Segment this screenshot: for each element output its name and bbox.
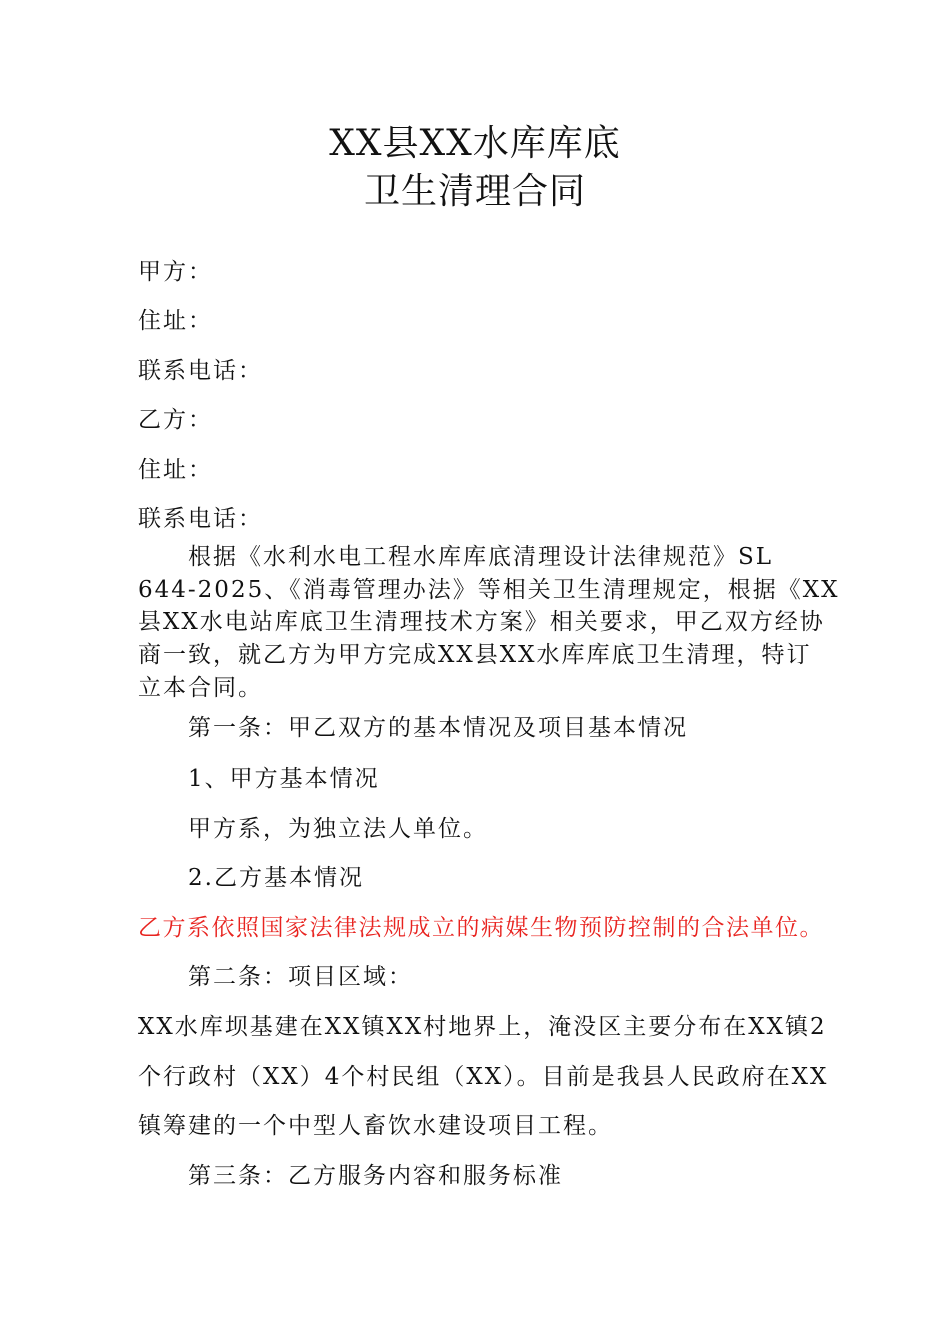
document-title-line-1: XX县XX水库库底 [329,123,621,164]
document-title-line-2: 卫生清理合同 [363,171,586,212]
intro-line-5: 立本合同。 [138,675,263,701]
article-1-sub-1-text: 甲方系，为独立法人单位。 [188,816,488,842]
article-3-heading: 第三条：乙方服务内容和服务标准 [188,1163,563,1189]
party-b-label: 乙方： [138,407,213,433]
party-a-label: 甲方： [138,259,213,285]
article-1-sub-1: 1、甲方基本情况 [188,766,380,792]
intro-line-4: 商一致，就乙方为甲方完成XX县XX水库库底卫生清理，特订 [138,642,812,668]
article-1-sub-2: 2.乙方基本情况 [188,865,364,891]
party-a-address-label: 住址： [138,308,213,334]
intro-line-3: 县XX水电站库底卫生清理技术方案》相关要求，甲乙双方经协 [138,609,825,635]
intro-line-2: 644-2025、《消毒管理办法》等相关卫生清理规定，根据《XX [138,577,840,603]
party-a-phone-label: 联系电话： [138,358,263,384]
party-b-address-label: 住址： [138,457,213,483]
article-2-line-1: XX水库坝基建在XX镇XX村地界上，淹没区主要分布在XX镇2 [138,1014,827,1040]
article-2-line-2: 个行政村（XX）4个村民组（XX）。目前是我县人民政府在XX [138,1064,829,1090]
article-1-sub-2-text: 乙方系依照国家法律法规成立的病媒生物预防控制的合法单位。 [138,915,824,941]
party-b-phone-label: 联系电话： [138,506,263,532]
article-2-line-3: 镇筹建的一个中型人畜饮水建设项目工程。 [138,1113,613,1139]
intro-line-1: 根据《水利水电工程水库库底清理设计法律规范》SL [188,544,774,570]
article-2-heading: 第二条：项目区域： [188,964,413,990]
article-1-heading: 第一条：甲乙双方的基本情况及项目基本情况 [188,715,688,741]
